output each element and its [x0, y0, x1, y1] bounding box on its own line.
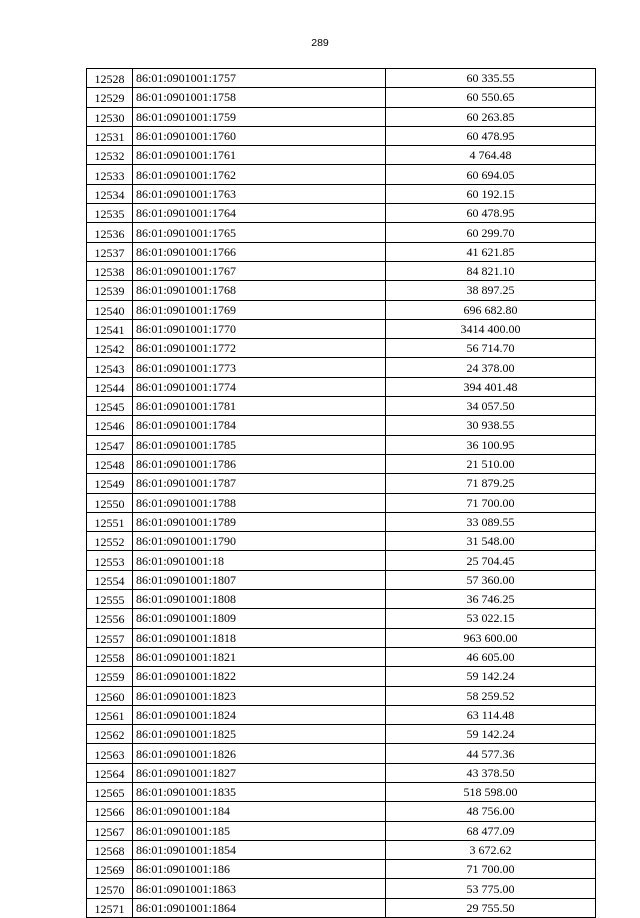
cadastral-number-cell: 86:01:0901001:1767	[133, 261, 386, 280]
table-row	[87, 204, 596, 223]
value-cell: 4 764.48	[386, 146, 596, 165]
cadastral-number-cell: 86:01:0901001:1822	[133, 667, 386, 686]
row-number-cell: 12568	[87, 840, 133, 859]
row-number-cell: 12538	[87, 261, 133, 280]
table-row	[87, 532, 596, 551]
value-cell: 41 621.85	[386, 242, 596, 261]
value-cell: 60 550.65	[386, 88, 596, 107]
cadastral-number-cell: 86:01:0901001:1827	[133, 763, 386, 782]
value-cell: 59 142.24	[386, 667, 596, 686]
table-row	[87, 840, 596, 859]
cadastral-number-cell: 86:01:0901001:1769	[133, 300, 386, 319]
row-number-cell: 12546	[87, 416, 133, 435]
cadastral-number-cell: 86:01:0901001:1835	[133, 782, 386, 801]
cadastral-number-cell: 86:01:0901001:1818	[133, 628, 386, 647]
table-row	[87, 146, 596, 165]
value-cell: 57 360.00	[386, 570, 596, 589]
row-number-cell: 12532	[87, 146, 133, 165]
row-number-cell: 12553	[87, 551, 133, 570]
value-cell: 84 821.10	[386, 261, 596, 280]
value-cell: 60 694.05	[386, 165, 596, 184]
row-number-cell: 12564	[87, 763, 133, 782]
value-cell: 44 577.36	[386, 744, 596, 763]
cadastral-number-cell: 86:01:0901001:1762	[133, 165, 386, 184]
table-row	[87, 319, 596, 338]
value-cell: 963 600.00	[386, 628, 596, 647]
cadastral-number-cell: 86:01:0901001:1790	[133, 532, 386, 551]
table-row	[87, 107, 596, 126]
value-cell: 696 682.80	[386, 300, 596, 319]
row-number-cell: 12535	[87, 204, 133, 223]
cadastral-number-cell: 86:01:0901001:1764	[133, 204, 386, 223]
value-cell: 53 775.00	[386, 879, 596, 898]
table-row	[87, 397, 596, 416]
table-row	[87, 551, 596, 570]
row-number-cell: 12555	[87, 590, 133, 609]
row-number-cell: 12528	[87, 69, 133, 88]
cadastral-number-cell: 86:01:0901001:184	[133, 802, 386, 821]
table-row	[87, 628, 596, 647]
value-cell: 58 259.52	[386, 686, 596, 705]
cadastral-number-cell: 86:01:0901001:1765	[133, 223, 386, 242]
cadastral-number-cell: 86:01:0901001:1826	[133, 744, 386, 763]
table-row	[87, 782, 596, 801]
row-number-cell: 12570	[87, 879, 133, 898]
cadastral-number-cell: 86:01:0901001:1787	[133, 474, 386, 493]
row-number-cell: 12543	[87, 358, 133, 377]
table-row	[87, 590, 596, 609]
cadastral-number-cell: 86:01:0901001:1760	[133, 126, 386, 145]
value-cell: 38 897.25	[386, 281, 596, 300]
row-number-cell: 12560	[87, 686, 133, 705]
row-number-cell: 12551	[87, 512, 133, 531]
row-number-cell: 12542	[87, 339, 133, 358]
row-number-cell: 12556	[87, 609, 133, 628]
cadastral-number-cell: 86:01:0901001:1784	[133, 416, 386, 435]
table-row	[87, 358, 596, 377]
cadastral-number-cell: 86:01:0901001:1808	[133, 590, 386, 609]
value-cell: 59 142.24	[386, 725, 596, 744]
value-cell: 394 401.48	[386, 377, 596, 396]
table-row	[87, 493, 596, 512]
row-number-cell: 12554	[87, 570, 133, 589]
value-cell: 25 704.45	[386, 551, 596, 570]
page-number: 289	[311, 37, 329, 49]
cadastral-number-cell: 86:01:0901001:1854	[133, 840, 386, 859]
table-row	[87, 725, 596, 744]
row-number-cell: 12559	[87, 667, 133, 686]
table-row	[87, 686, 596, 705]
cadastral-number-cell: 86:01:0901001:1823	[133, 686, 386, 705]
value-cell: 518 598.00	[386, 782, 596, 801]
cadastral-number-cell: 86:01:0901001:1789	[133, 512, 386, 531]
row-number-cell: 12545	[87, 397, 133, 416]
value-cell: 31 548.00	[386, 532, 596, 551]
table-row	[87, 242, 596, 261]
cadastral-number-cell: 86:01:0901001:1757	[133, 69, 386, 88]
row-number-cell: 12534	[87, 184, 133, 203]
value-cell: 21 510.00	[386, 454, 596, 473]
value-cell: 29 755.50	[386, 898, 596, 917]
cadastral-number-cell: 86:01:0901001:1758	[133, 88, 386, 107]
table-row	[87, 281, 596, 300]
row-number-cell: 12550	[87, 493, 133, 512]
table-row	[87, 88, 596, 107]
value-cell: 56 714.70	[386, 339, 596, 358]
value-cell: 36 100.95	[386, 435, 596, 454]
table-row	[87, 879, 596, 898]
cadastral-number-cell: 86:01:0901001:1786	[133, 454, 386, 473]
value-cell: 71 700.00	[386, 493, 596, 512]
value-cell: 68 477.09	[386, 821, 596, 840]
cadastral-number-cell: 86:01:0901001:1773	[133, 358, 386, 377]
table-row	[87, 165, 596, 184]
cadastral-number-cell: 86:01:0901001:1785	[133, 435, 386, 454]
cadastral-number-cell: 86:01:0901001:1781	[133, 397, 386, 416]
row-number-cell: 12533	[87, 165, 133, 184]
value-cell: 60 478.95	[386, 126, 596, 145]
table-row	[87, 821, 596, 840]
row-number-cell: 12565	[87, 782, 133, 801]
table-row	[87, 126, 596, 145]
row-number-cell: 12557	[87, 628, 133, 647]
cadastral-number-cell: 86:01:0901001:1759	[133, 107, 386, 126]
row-number-cell: 12537	[87, 242, 133, 261]
cadastral-number-cell: 86:01:0901001:1863	[133, 879, 386, 898]
cadastral-number-cell: 86:01:0901001:1807	[133, 570, 386, 589]
cadastral-number-cell: 86:01:0901001:1809	[133, 609, 386, 628]
table-row	[87, 512, 596, 531]
table-row	[87, 898, 596, 917]
row-number-cell: 12539	[87, 281, 133, 300]
cadastral-number-cell: 86:01:0901001:186	[133, 860, 386, 879]
cadastral-number-cell: 86:01:0901001:1788	[133, 493, 386, 512]
row-number-cell: 12531	[87, 126, 133, 145]
cadastral-number-cell: 86:01:0901001:1770	[133, 319, 386, 338]
value-cell: 3 672.62	[386, 840, 596, 859]
table-row	[87, 705, 596, 724]
row-number-cell: 12530	[87, 107, 133, 126]
cadastral-number-cell: 86:01:0901001:1766	[133, 242, 386, 261]
cadastral-number-cell: 86:01:0901001:18	[133, 551, 386, 570]
value-cell: 63 114.48	[386, 705, 596, 724]
cadastral-number-cell: 86:01:0901001:185	[133, 821, 386, 840]
table-row	[87, 802, 596, 821]
table-row	[87, 184, 596, 203]
value-cell: 30 938.55	[386, 416, 596, 435]
row-number-cell: 12544	[87, 377, 133, 396]
table-row	[87, 609, 596, 628]
value-cell: 71 879.25	[386, 474, 596, 493]
cadastral-value-table	[86, 68, 596, 918]
value-cell: 3414 400.00	[386, 319, 596, 338]
table-body	[87, 69, 596, 918]
value-cell: 60 192.15	[386, 184, 596, 203]
row-number-cell: 12548	[87, 454, 133, 473]
row-number-cell: 12549	[87, 474, 133, 493]
value-cell: 71 700.00	[386, 860, 596, 879]
value-cell: 43 378.50	[386, 763, 596, 782]
table-row	[87, 377, 596, 396]
value-cell: 33 089.55	[386, 512, 596, 531]
row-number-cell: 12529	[87, 88, 133, 107]
table-row	[87, 223, 596, 242]
cadastral-number-cell: 86:01:0901001:1763	[133, 184, 386, 203]
table-row	[87, 647, 596, 666]
value-cell: 60 263.85	[386, 107, 596, 126]
cadastral-number-cell: 86:01:0901001:1825	[133, 725, 386, 744]
table-row	[87, 763, 596, 782]
value-cell: 53 022.15	[386, 609, 596, 628]
table-row	[87, 435, 596, 454]
cadastral-number-cell: 86:01:0901001:1768	[133, 281, 386, 300]
value-cell: 24 378.00	[386, 358, 596, 377]
table-row	[87, 454, 596, 473]
table-row	[87, 667, 596, 686]
cadastral-number-cell: 86:01:0901001:1772	[133, 339, 386, 358]
cadastral-number-cell: 86:01:0901001:1761	[133, 146, 386, 165]
table-row	[87, 339, 596, 358]
value-cell: 60 299.70	[386, 223, 596, 242]
row-number-cell: 12562	[87, 725, 133, 744]
row-number-cell: 12540	[87, 300, 133, 319]
row-number-cell: 12561	[87, 705, 133, 724]
row-number-cell: 12563	[87, 744, 133, 763]
row-number-cell: 12569	[87, 860, 133, 879]
table-row	[87, 744, 596, 763]
row-number-cell: 12571	[87, 898, 133, 917]
cadastral-number-cell: 86:01:0901001:1824	[133, 705, 386, 724]
row-number-cell: 12552	[87, 532, 133, 551]
value-cell: 46 605.00	[386, 647, 596, 666]
row-number-cell: 12536	[87, 223, 133, 242]
row-number-cell: 12558	[87, 647, 133, 666]
row-number-cell: 12566	[87, 802, 133, 821]
table-row	[87, 860, 596, 879]
cadastral-number-cell: 86:01:0901001:1774	[133, 377, 386, 396]
cadastral-number-cell: 86:01:0901001:1864	[133, 898, 386, 917]
table-row	[87, 474, 596, 493]
row-number-cell: 12567	[87, 821, 133, 840]
cadastral-number-cell: 86:01:0901001:1821	[133, 647, 386, 666]
table-row	[87, 261, 596, 280]
table-row	[87, 570, 596, 589]
value-cell: 60 335.55	[386, 69, 596, 88]
row-number-cell: 12547	[87, 435, 133, 454]
table-row	[87, 69, 596, 88]
value-cell: 34 057.50	[386, 397, 596, 416]
row-number-cell: 12541	[87, 319, 133, 338]
table-row	[87, 300, 596, 319]
value-cell: 60 478.95	[386, 204, 596, 223]
value-cell: 48 756.00	[386, 802, 596, 821]
value-cell: 36 746.25	[386, 590, 596, 609]
table-row	[87, 416, 596, 435]
